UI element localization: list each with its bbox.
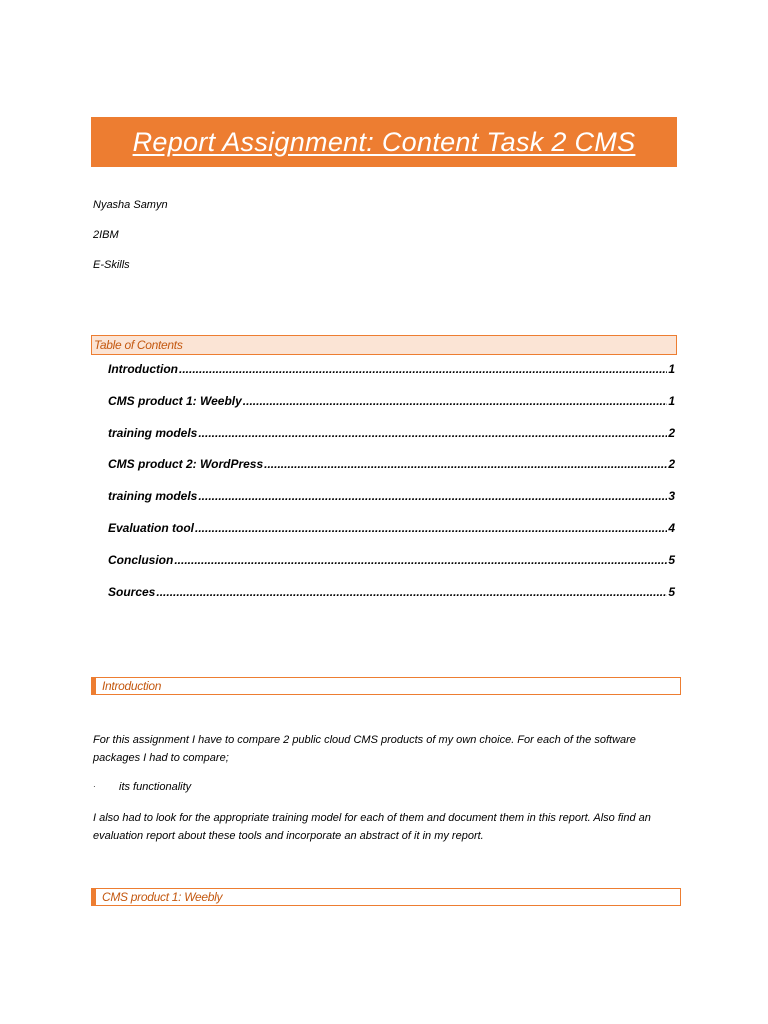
toc-heading: Table of Contents — [94, 338, 183, 352]
author-name: Nyasha Samyn — [93, 199, 168, 211]
toc-dot-leader — [264, 457, 667, 471]
toc-entry[interactable] — [108, 362, 675, 380]
toc-entry[interactable] — [108, 585, 675, 603]
toc-entry-page: 5 — [668, 553, 675, 567]
introduction-paragraph: For this assignment I have to compare 2 public cloud CMS products of my own choice. For each of the software packages I had to compare; — [93, 734, 636, 764]
toc-dot-leader — [198, 426, 667, 440]
toc-entry-page: 3 — [668, 489, 675, 503]
title-banner — [91, 117, 677, 167]
heading-accent-bar — [92, 889, 96, 905]
toc-entry-label: Evaluation tool — [108, 521, 195, 535]
introduction-paragraph-2: I also had to look for the appropriate training model for each of them and document them in this report. Also find an evaluation report about these tools and incorporate an abstract of it in my report. — [93, 812, 651, 842]
toc-entry-label: Conclusion — [108, 553, 174, 567]
toc-entry-page: 1 — [668, 362, 675, 376]
toc-entry[interactable] — [108, 394, 675, 412]
toc-entry-page: 5 — [668, 585, 675, 599]
toc-dot-leader — [174, 553, 667, 567]
toc-entry-page: 2 — [668, 457, 675, 471]
toc-entry-label: CMS product 1: Weebly — [108, 394, 242, 408]
toc-entry[interactable] — [108, 553, 675, 571]
toc-entry-label: Introduction — [108, 362, 178, 376]
toc-entry[interactable] — [108, 457, 675, 475]
weebly-heading-box — [91, 888, 681, 906]
toc-dot-leader — [179, 362, 667, 376]
introduction-heading-box — [91, 677, 681, 695]
toc-entry-page: 2 — [668, 426, 675, 440]
toc-dot-leader — [243, 394, 668, 408]
introduction-heading: Introduction — [102, 679, 162, 693]
bullet-marker: · — [93, 782, 96, 791]
toc-entry-label: training models — [108, 489, 198, 503]
toc-entry-label: training models — [108, 426, 198, 440]
toc-dot-leader — [198, 489, 667, 503]
toc-entry-page: 4 — [668, 521, 675, 535]
bullet-text: its functionality — [119, 781, 192, 793]
toc-dot-leader — [195, 521, 667, 535]
author-course: E-Skills — [93, 259, 130, 271]
document-title: Report Assignment: Content Task 2 CMS — [132, 126, 636, 157]
toc-entry-label: CMS product 2: WordPress — [108, 457, 264, 471]
author-class: 2IBM — [93, 229, 119, 241]
toc-entry-page: 1 — [668, 394, 675, 408]
heading-accent-bar — [92, 678, 96, 694]
toc-heading-box — [91, 335, 677, 355]
toc-entry-label: Sources — [108, 585, 156, 599]
toc-entry[interactable] — [108, 489, 675, 507]
toc-entry[interactable] — [108, 426, 675, 444]
bullet-item — [93, 778, 191, 796]
toc-entry[interactable] — [108, 521, 675, 539]
toc-dot-leader — [156, 585, 667, 599]
weebly-heading: CMS product 1: Weebly — [102, 890, 223, 904]
